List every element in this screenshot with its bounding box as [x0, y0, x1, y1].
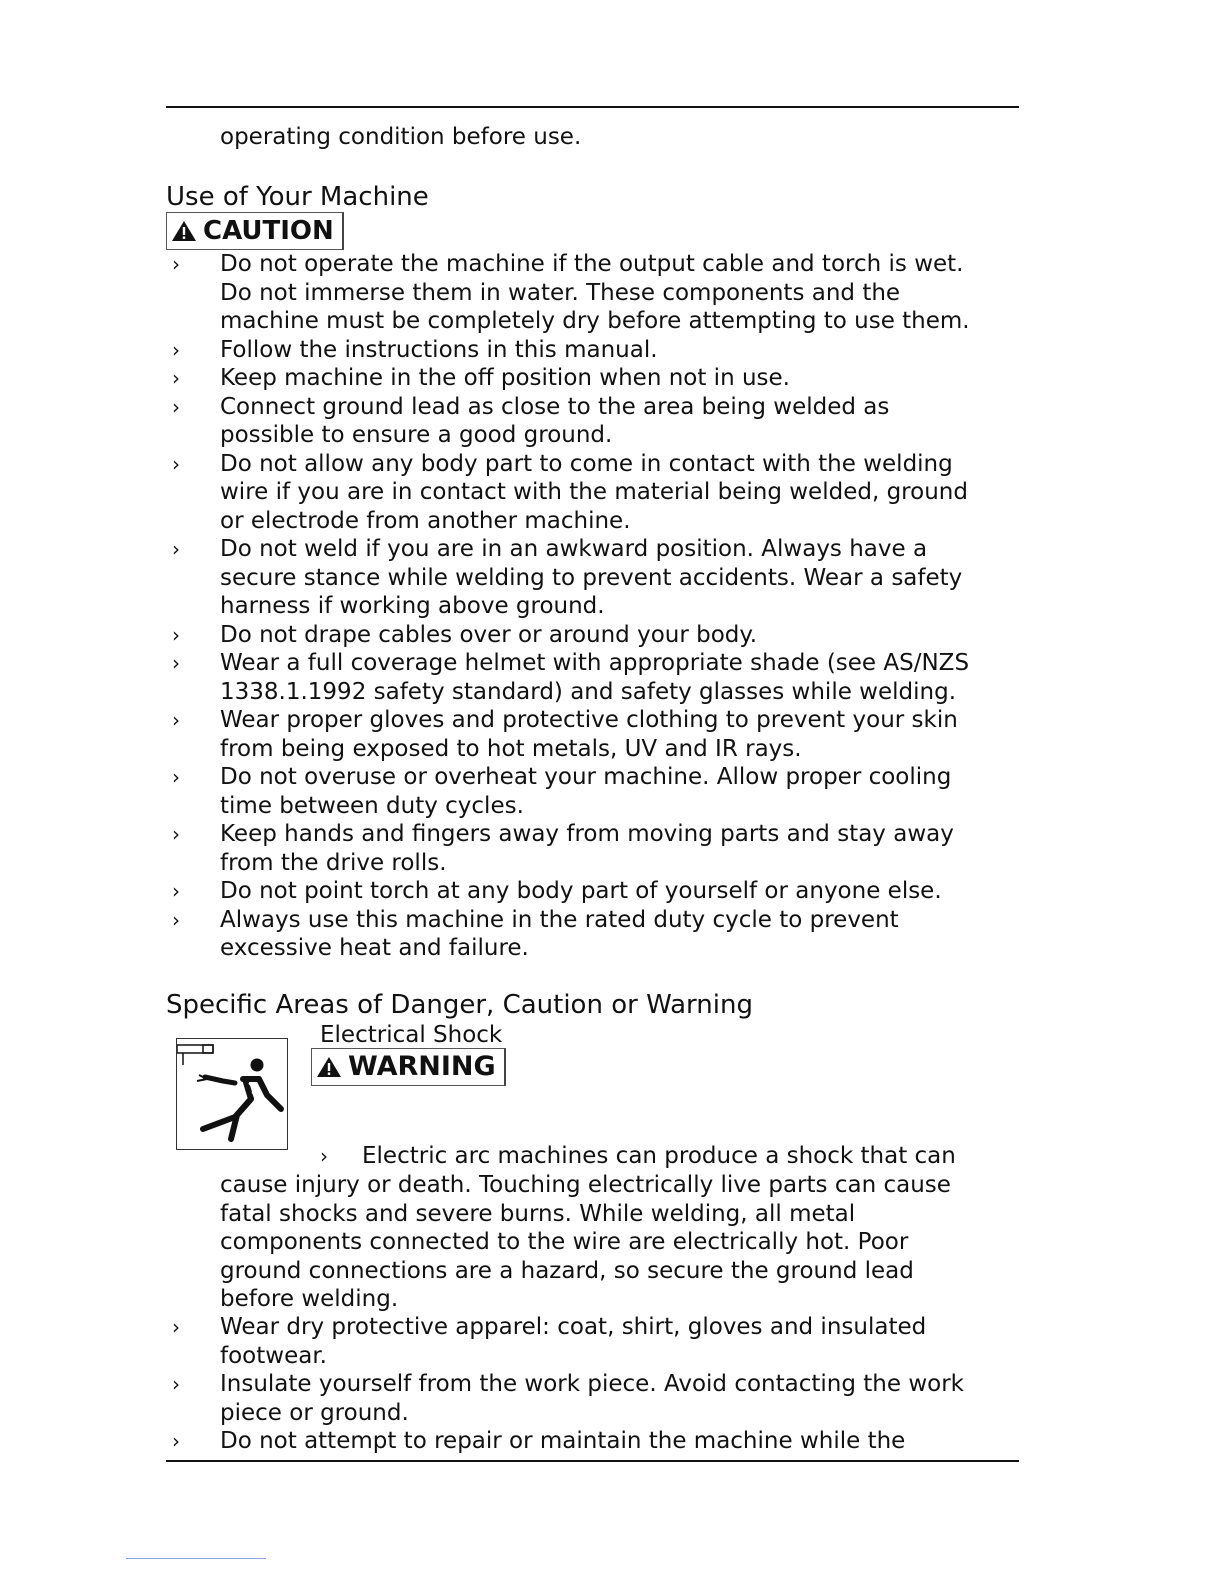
bullet-mark: › [172, 1429, 180, 1453]
continuation-line: cause injury or death. Touching electrically live parts can cause [220, 1172, 951, 1198]
electric-shock-first-bullet [320, 1142, 956, 1171]
list-item-line: excessive heat and failure. [220, 935, 529, 961]
list-item-line: Insulate yourself from the work piece. Avoid contacting the work [220, 1371, 964, 1397]
list-item-line: machine must be completely dry before attempting to use them. [220, 308, 970, 334]
list-item-line: Do not allow any body part to come in contact with the welding [220, 450, 953, 477]
list-item-line: Do not immerse them in water. These components and the [220, 279, 901, 306]
continuation-line: fatal shocks and severe burns. While welding, all metal [220, 1200, 856, 1227]
continuation-line: components connected to the wire are electrically hot. Poor [220, 1229, 909, 1255]
intro-line: operating condition before use. [220, 124, 582, 150]
list-item-line: Wear a full coverage helmet with appropriate shade (see AS/NZS [220, 650, 970, 676]
bullet-mark: › [172, 337, 180, 362]
list-item-line: Do not weld if you are in an awkward position. Always have a [220, 536, 928, 562]
list-item-line: Do not overuse or overheat your machine. Allow proper cooling [220, 764, 952, 790]
list-item-line: Follow the instructions in this manual. [220, 336, 658, 363]
list-item-line: Do not operate the machine if the output cable and torch is wet. [220, 251, 964, 277]
warning-badge [311, 1048, 506, 1086]
bullet-mark: › [172, 1372, 180, 1396]
bullet-mark: › [172, 451, 180, 476]
top-rule [166, 106, 1019, 108]
list-item-line: secure stance while welding to prevent accidents. Wear a safety [220, 564, 963, 591]
list-item [166, 250, 970, 336]
bullet-mark: › [172, 1315, 180, 1339]
list-item-line: Connect ground lead as close to the area being welded as [220, 393, 890, 420]
list-item-line: footwear. [220, 1342, 327, 1369]
list-item-line: Wear proper gloves and protective clothing to prevent your skin [220, 707, 958, 733]
bullet-mark: › [172, 252, 180, 276]
continuation-line: before welding. [220, 1286, 399, 1312]
list-item [166, 1313, 964, 1370]
list-item-line: time between duty cycles. [220, 792, 524, 819]
bullet-mark: › [172, 822, 180, 846]
warning-label: WARNING [348, 1051, 496, 1082]
list-item-line: Do not point torch at any body part of yourself or anyone else. [220, 878, 942, 904]
danger-bullet-list [166, 1313, 964, 1456]
list-item [166, 649, 970, 706]
list-item-line: or electrode from another machine. [220, 507, 631, 534]
list-item [166, 393, 970, 450]
electric-shock-first-line: Electric arc machines can produce a shock that can [362, 1143, 956, 1169]
use-bullet-list [166, 250, 970, 963]
section-heading-use: Use of Your Machine [166, 182, 429, 212]
list-item [166, 877, 970, 906]
list-item [166, 1370, 964, 1427]
list-item-line: Keep machine in the off position when not in use. [220, 365, 790, 391]
bullet-mark: › [172, 651, 180, 675]
list-item-line: from the drive rolls. [220, 849, 447, 876]
electric-shock-hazard-icon [176, 1038, 288, 1150]
list-item [166, 621, 970, 650]
list-item [166, 450, 970, 536]
continuation-line: ground connections are a hazard, so secure the ground lead [220, 1257, 914, 1284]
list-item-line: harness if working above ground. [220, 593, 605, 619]
warning-triangle-icon [316, 1056, 342, 1078]
list-item [166, 763, 970, 820]
list-item-line: wire if you are in contact with the material being welded, ground [220, 479, 968, 505]
bullet-mark: › [172, 537, 180, 561]
section-heading-danger: Specific Areas of Danger, Caution or Warning [166, 990, 753, 1020]
list-item [166, 706, 970, 763]
electric-shock-continuation [220, 1171, 951, 1314]
warning-triangle-icon [171, 220, 197, 242]
bullet-mark: › [172, 765, 180, 789]
bullet-mark: › [172, 394, 180, 419]
list-item [166, 535, 970, 621]
bullet-mark: › [320, 1144, 328, 1168]
list-item [166, 906, 970, 963]
bullet-mark: › [172, 879, 180, 903]
caution-badge [166, 212, 344, 250]
caution-label: CAUTION [203, 216, 334, 246]
list-item-line: Do not attempt to repair or maintain the machine while the [220, 1428, 906, 1454]
list-item-line: 1338.1.1992 safety standard) and safety glasses while welding. [220, 678, 956, 705]
list-item [166, 1427, 964, 1456]
list-item-line: Wear dry protective apparel: coat, shirt, gloves and insulated [220, 1314, 927, 1340]
list-item [166, 336, 970, 365]
bottom-rule [166, 1460, 1019, 1462]
list-item-line: Keep hands and fingers away from moving parts and stay away [220, 821, 954, 847]
bullet-mark: › [172, 366, 180, 390]
bullet-mark: › [172, 907, 180, 932]
list-item-line: from being exposed to hot metals, UV and IR rays. [220, 735, 802, 762]
list-item-line: possible to ensure a good ground. [220, 422, 613, 448]
list-item [166, 820, 970, 877]
electrical-shock-subheading: Electrical Shock [320, 1022, 503, 1048]
footer-link-rule [126, 1558, 266, 1559]
bullet-mark: › [172, 708, 180, 732]
list-item-line: piece or ground. [220, 1399, 409, 1426]
list-item-line: Always use this machine in the rated duty cycle to prevent [220, 906, 899, 933]
list-item [166, 364, 970, 393]
bullet-mark: › [172, 622, 180, 647]
list-item-line: Do not drape cables over or around your body. [220, 621, 758, 648]
